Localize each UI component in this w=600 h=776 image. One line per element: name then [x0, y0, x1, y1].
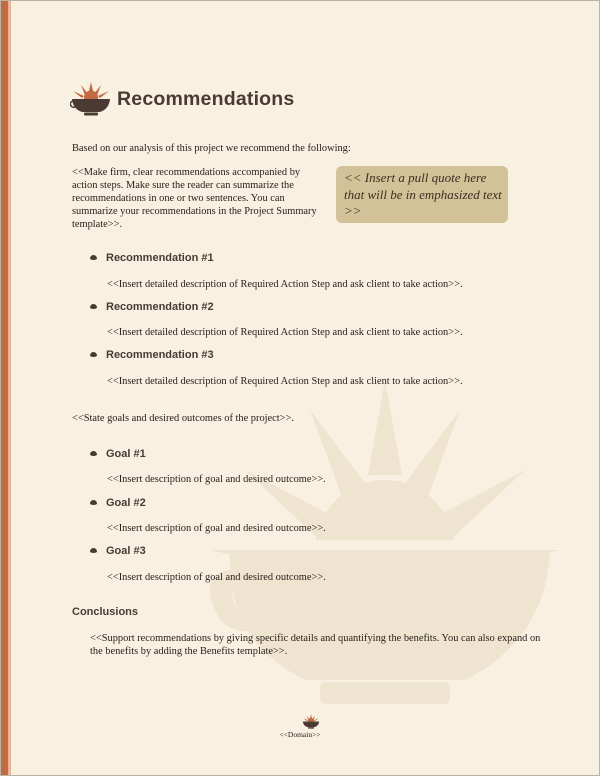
goal-heading-1: [90, 448, 146, 460]
recommendation-heading-2: [90, 301, 214, 313]
goal-heading-3: [90, 545, 146, 557]
goals-intro-text: <<State goals and desired outcomes of the project>>.: [72, 413, 294, 424]
intro-text: Based on our analysis of this project we recommend the following:: [72, 143, 351, 154]
page-title: Recommendations: [117, 88, 295, 110]
pull-quote: << Insert a pull quote here that will be in emphasized text >>: [336, 166, 508, 223]
recommendation-heading-1: [90, 252, 214, 264]
recommendation-summary-text: <<Make firm, clear recommendations accompanied by action steps. Make sure the reader can summarize the recommendations in one or two sentences. You can summarize your recommendations in the Project Summary template>>.: [72, 167, 317, 230]
goal-heading-label: Goal #3: [106, 545, 146, 557]
goal-description-3: <<Insert description of goal and desired outcome>>.: [107, 572, 326, 583]
bullet-icon: [90, 255, 97, 260]
bullet-icon: [90, 451, 97, 456]
bullet-icon: [90, 352, 97, 357]
left-accent-bar: [1, 1, 8, 775]
footer-domain: <<Domain>>: [279, 730, 321, 739]
recommendation-description-1: <<Insert detailed description of Required Action Step and ask client to take action>>.: [107, 279, 463, 290]
bullet-icon: [90, 500, 97, 505]
goal-description-1: <<Insert description of goal and desired outcome>>.: [107, 474, 326, 485]
bullet-icon: [90, 548, 97, 553]
watermark-bowl-icon: [210, 380, 560, 710]
goal-description-2: <<Insert description of goal and desired outcome>>.: [107, 523, 326, 534]
sunburst-bowl-icon: [70, 82, 112, 116]
recommendation-heading-label: Recommendation #2: [106, 301, 214, 313]
footer-logo-icon: [302, 714, 320, 729]
conclusions-text: <<Support recommendations by giving specific details and quantifying the benefits. You can also expand on the benefits by adding the Benefits template>>.: [90, 633, 541, 657]
left-accent-bar-light: [8, 1, 11, 775]
recommendation-description-3: <<Insert detailed description of Required Action Step and ask client to take action>>.: [107, 376, 463, 387]
goal-heading-label: Goal #2: [106, 497, 146, 509]
conclusions-heading: Conclusions: [72, 606, 139, 618]
goal-heading-label: Goal #1: [106, 448, 146, 460]
recommendation-heading-3: [90, 349, 214, 361]
recommendation-description-2: <<Insert detailed description of Required Action Step and ask client to take action>>.: [107, 327, 463, 338]
recommendation-heading-label: Recommendation #1: [106, 252, 214, 264]
bullet-icon: [90, 304, 97, 309]
goal-heading-2: [90, 497, 146, 509]
recommendation-heading-label: Recommendation #3: [106, 349, 214, 361]
